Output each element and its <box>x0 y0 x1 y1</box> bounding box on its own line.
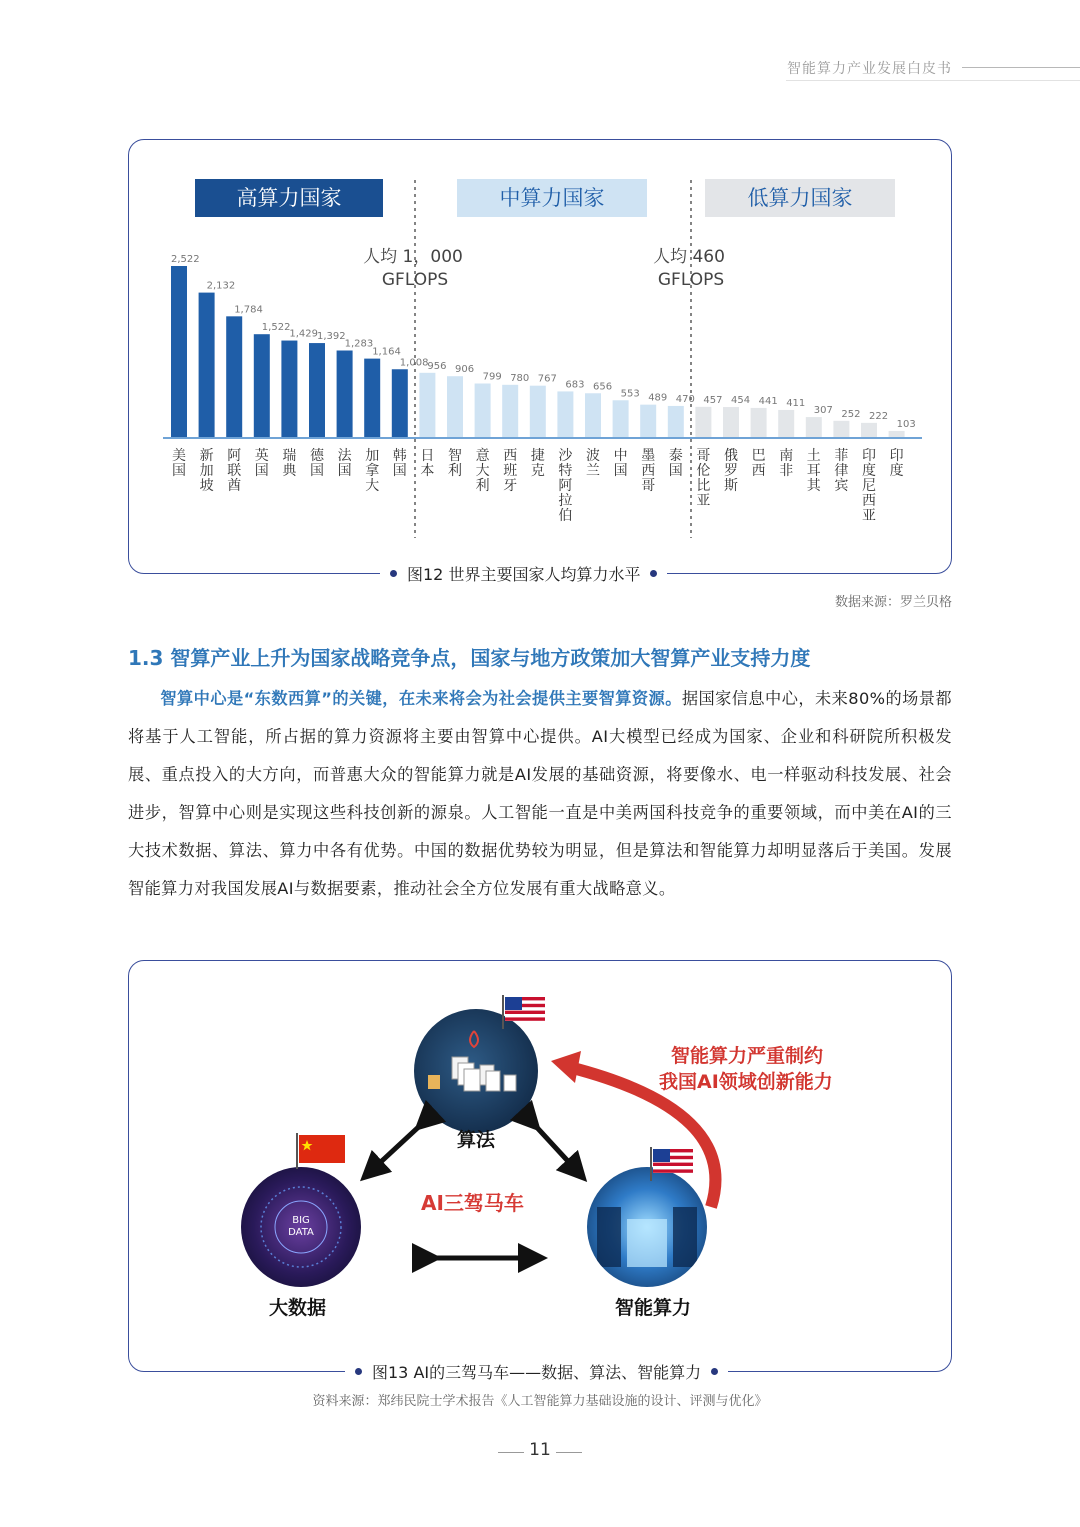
figure-13-source: 资料来源：郑纬民院士学术报告《人工智能算力基础设施的设计、评测与优化》 <box>312 1394 768 1409</box>
arrow-algorithm-data <box>371 1121 425 1171</box>
category-label: 沙特阿拉伯 <box>558 448 573 524</box>
bigdata-label: 大数据 <box>269 1297 327 1319</box>
bar <box>171 266 187 438</box>
bar-value-label: 1,784 <box>234 304 263 316</box>
figure-13-caption-text: 图13 AI的三驾马车——数据、算法、智能算力 <box>372 1363 702 1382</box>
bar <box>447 376 463 438</box>
bar-value-label: 767 <box>537 373 557 385</box>
bar-value-label: 780 <box>510 372 530 384</box>
center-label: AI三驾马车 <box>421 1191 524 1215</box>
bar-value-label: 799 <box>482 371 502 383</box>
category-label: 日本 <box>420 448 435 479</box>
bar-value-label: 470 <box>675 393 695 405</box>
bar <box>695 407 711 438</box>
category-label: 智利 <box>448 448 462 479</box>
bigdata-text-line1: BIG <box>292 1215 310 1226</box>
threshold-unit-460: GFLOPS <box>657 270 725 290</box>
figure-13-frame <box>128 960 952 1372</box>
bar <box>861 423 877 438</box>
category-label: 土耳其 <box>806 448 821 494</box>
bar <box>419 373 435 438</box>
category-label: 中国 <box>613 448 628 479</box>
threshold-unit-1000: GFLOPS <box>381 270 449 290</box>
category-label: 墨西哥 <box>641 448 656 494</box>
per-capita-compute-chart <box>129 140 951 572</box>
category-label: 新加坡 <box>199 448 214 494</box>
category-label: 美国 <box>172 448 186 479</box>
category-label: 韩国 <box>392 448 407 479</box>
figure-12-frame <box>128 139 952 574</box>
category-label: 阿联酋 <box>227 448 242 494</box>
bar-value-label: 252 <box>841 408 861 420</box>
caption-dot-right <box>650 570 657 577</box>
bar <box>640 405 656 438</box>
group-label-low: 低算力国家 <box>747 186 853 210</box>
bar-value-label: 103 <box>896 418 916 430</box>
bar <box>226 316 242 438</box>
compute-label: 智能算力 <box>615 1297 692 1319</box>
bar-value-label: 222 <box>869 410 889 422</box>
bar-value-label: 1,164 <box>372 346 401 358</box>
bar-value-label: 2,522 <box>171 254 200 265</box>
category-label: 哥伦比亚 <box>696 448 711 509</box>
bar <box>337 350 353 438</box>
bar <box>254 334 270 438</box>
header-rule <box>962 67 1080 68</box>
bar <box>668 406 684 438</box>
bigdata-text-line2: DATA <box>288 1227 314 1238</box>
figure-12-caption-text: 图12 世界主要国家人均算力水平 <box>407 565 641 584</box>
bar-value-label: 441 <box>758 395 778 407</box>
bar-value-label: 457 <box>703 394 723 406</box>
category-label: 俄罗斯 <box>724 448 738 494</box>
bar <box>364 359 380 438</box>
category-label: 印度尼西亚 <box>862 448 876 524</box>
category-label: 加拿大 <box>365 448 380 494</box>
section-heading: 1.3 智算产业上升为国家战略竞争点，国家与地方政策加大智算产业支持力度 <box>128 646 811 670</box>
running-header: 智能算力产业发展白皮书 <box>787 61 952 77</box>
category-label: 南非 <box>779 448 794 479</box>
arrow-algorithm-compute <box>531 1121 577 1171</box>
bar <box>530 386 546 438</box>
bar <box>751 408 767 438</box>
callout-line2: 我国AI领域创新能力 <box>659 1071 833 1093</box>
category-label: 英国 <box>254 448 269 479</box>
bar-value-label: 553 <box>620 388 640 400</box>
category-label: 波兰 <box>586 448 600 479</box>
bar <box>585 393 601 438</box>
callout-line1: 智能算力严重制约 <box>671 1045 824 1067</box>
category-label: 巴西 <box>751 448 766 479</box>
threshold-label-460: 人均 460 <box>653 247 725 267</box>
category-label: 法国 <box>337 448 352 479</box>
category-label: 印度 <box>889 448 904 479</box>
bar <box>309 343 325 438</box>
bar-series <box>171 254 916 524</box>
category-label: 意大利 <box>475 448 490 494</box>
bar-value-label: 454 <box>731 395 751 407</box>
category-label: 捷克 <box>530 448 545 479</box>
threshold-label-1000: 人均 1，000 <box>363 247 463 267</box>
bar <box>502 385 518 438</box>
caption-dot-left <box>390 570 397 577</box>
category-label: 泰国 <box>668 448 683 479</box>
algorithm-label: 算法 <box>457 1129 496 1151</box>
caption-dot-left <box>355 1368 362 1375</box>
bar-value-label: 683 <box>565 379 585 391</box>
bar <box>778 410 794 438</box>
figure-12-source: 数据来源：罗兰贝格 <box>834 595 952 610</box>
relation-arrows <box>129 961 951 1371</box>
bar <box>281 341 297 438</box>
bar-value-label: 1,392 <box>317 331 346 343</box>
category-label: 瑞典 <box>282 448 297 479</box>
bar-value-label: 307 <box>813 405 833 417</box>
bar-value-label: 1,522 <box>261 322 291 334</box>
bar <box>392 369 408 438</box>
bar <box>806 417 822 438</box>
figure-12-caption <box>380 562 667 585</box>
bar-value-label: 1,008 <box>399 357 429 369</box>
category-label: 西班牙 <box>503 448 518 494</box>
bar-value-label: 1,283 <box>344 338 374 350</box>
bar <box>889 431 905 438</box>
bar <box>833 421 849 438</box>
bar <box>199 293 215 438</box>
figure-13-caption <box>345 1360 728 1383</box>
caption-dot-right <box>711 1368 718 1375</box>
header-rule-secondary <box>786 80 1080 81</box>
section-body <box>128 680 952 908</box>
bar <box>557 391 573 438</box>
bar-value-label: 956 <box>427 360 447 372</box>
bar <box>613 400 629 438</box>
category-label: 德国 <box>310 448 324 479</box>
category-label: 菲律宾 <box>834 448 849 494</box>
bar <box>723 407 739 438</box>
page-number: 11 <box>529 1440 551 1460</box>
group-label-high: 高算力国家 <box>236 186 342 210</box>
bar-value-label: 1,429 <box>289 328 319 340</box>
bar-value-label: 489 <box>648 392 668 404</box>
page-number-rule-right <box>556 1452 582 1453</box>
bar-value-label: 2,132 <box>206 280 236 292</box>
bar-value-label: 411 <box>786 397 806 409</box>
group-label-mid: 中算力国家 <box>499 186 605 210</box>
body-text: 据国家信息中心，未来80%的场景都将基于人工智能，所占据的算力资源将主要由智算中心提供。AI大模型已经成为国家、企业和科研院所积极发展、重点投入的大方向，而普惠大众的智能算力就是AI发展的基础资源，将要像水、电一样驱动科技发展、社会进步，智算中心则是实现这些科技创新的源泉。人工智能一直是中美两国科技竞争的重要领域，而中美在AI的三大技术数据、算法、算力中各有优势。中国的数据优势较为明显，但是算法和智能算力却明显落后于美国。发展智能算力对我国发展AI与数据要素，推动社会全方位发展有重大战略意义。 <box>128 689 953 898</box>
bar-value-label: 906 <box>455 364 475 376</box>
bar-value-label: 656 <box>593 381 613 393</box>
bar <box>475 384 491 438</box>
red-arrow-head <box>551 1051 581 1083</box>
body-highlight: 智算中心是“东数西算”的关键，在未来将会为社会提供主要智算资源。 <box>160 689 682 708</box>
